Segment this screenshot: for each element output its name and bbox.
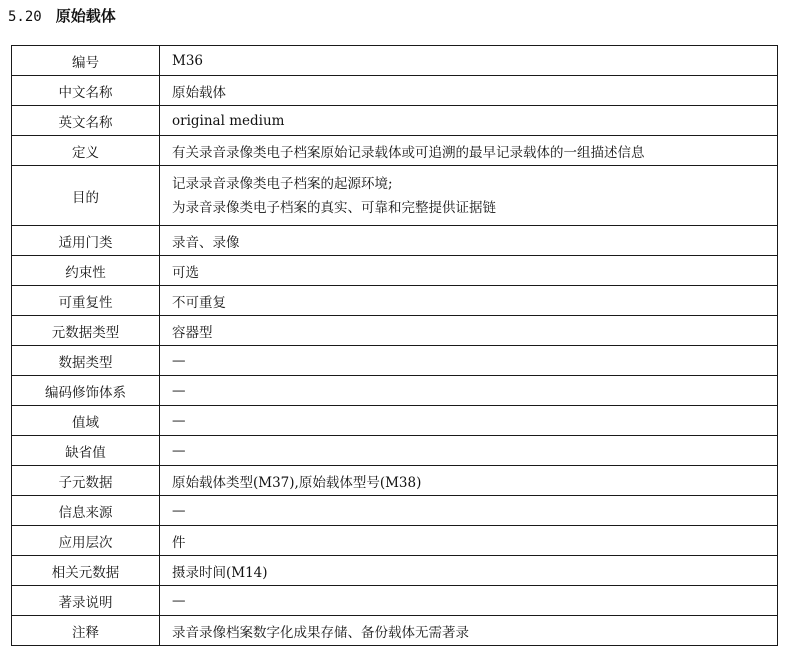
row-label: 目的 [12, 166, 160, 226]
row-value: 原始载体类型(M37),原始载体型号(M38) [160, 466, 778, 496]
row-label: 著录说明 [12, 586, 160, 616]
row-label: 子元数据 [12, 466, 160, 496]
row-label: 可重复性 [12, 286, 160, 316]
table-row-related-metadata [12, 556, 778, 586]
row-value: — [160, 376, 778, 406]
row-value: — [160, 406, 778, 436]
row-label: 注释 [12, 616, 160, 646]
row-value: 摄录时间(M14) [160, 556, 778, 586]
row-value: 件 [160, 526, 778, 556]
row-value: — [160, 436, 778, 466]
table-row-sub-elements [12, 466, 778, 496]
row-label: 数据类型 [12, 346, 160, 376]
row-label: 编码修饰体系 [12, 376, 160, 406]
row-label: 适用门类 [12, 226, 160, 256]
row-label: 缺省值 [12, 436, 160, 466]
section-heading [8, 5, 116, 27]
row-label: 约束性 [12, 256, 160, 286]
row-label: 编号 [12, 46, 160, 76]
row-value: — [160, 346, 778, 376]
metadata-table [11, 45, 778, 646]
section-number: 5.20 [8, 9, 42, 25]
row-value: M36 [160, 46, 778, 76]
row-label: 英文名称 [12, 106, 160, 136]
row-value: — [160, 586, 778, 616]
row-label: 应用层次 [12, 526, 160, 556]
table-row-chinese-name [12, 76, 778, 106]
table-row-repeatability [12, 286, 778, 316]
purpose-line-1: 记录录音录像类电子档案的起源环境; [172, 175, 393, 192]
row-value: 不可重复 [160, 286, 778, 316]
row-value: 可选 [160, 256, 778, 286]
table-row-remarks [12, 616, 778, 646]
row-label: 信息来源 [12, 496, 160, 526]
table-row-application-level [12, 526, 778, 556]
table-row-purpose [12, 166, 778, 226]
row-value: 有关录音录像类电子档案原始记录载体或可追溯的最早记录载体的一组描述信息 [160, 136, 778, 166]
row-label: 元数据类型 [12, 316, 160, 346]
section-title: 原始载体 [55, 7, 116, 25]
table-row-applicable-category [12, 226, 778, 256]
table-row-constraint [12, 256, 778, 286]
table-row-default-value [12, 436, 778, 466]
table-row-data-type [12, 346, 778, 376]
table-row-information-source [12, 496, 778, 526]
row-label: 相关元数据 [12, 556, 160, 586]
row-value: 录音、录像 [160, 226, 778, 256]
row-label: 定义 [12, 136, 160, 166]
row-value: 容器型 [160, 316, 778, 346]
table-row-value-domain [12, 406, 778, 436]
row-value: — [160, 496, 778, 526]
row-value: original medium [160, 106, 778, 136]
purpose-line-2: 为录音录像类电子档案的真实、可靠和完整提供证据链 [172, 199, 496, 216]
row-value: 录音录像档案数字化成果存储、备份载体无需著录 [160, 616, 778, 646]
table-row-id [12, 46, 778, 76]
row-value [160, 166, 778, 226]
row-label: 值域 [12, 406, 160, 436]
row-value: 原始载体 [160, 76, 778, 106]
table-row-metadata-type [12, 316, 778, 346]
table-row-description-notes [12, 586, 778, 616]
table-row-definition [12, 136, 778, 166]
table-row-encoding-scheme [12, 376, 778, 406]
table-row-english-name [12, 106, 778, 136]
row-label: 中文名称 [12, 76, 160, 106]
